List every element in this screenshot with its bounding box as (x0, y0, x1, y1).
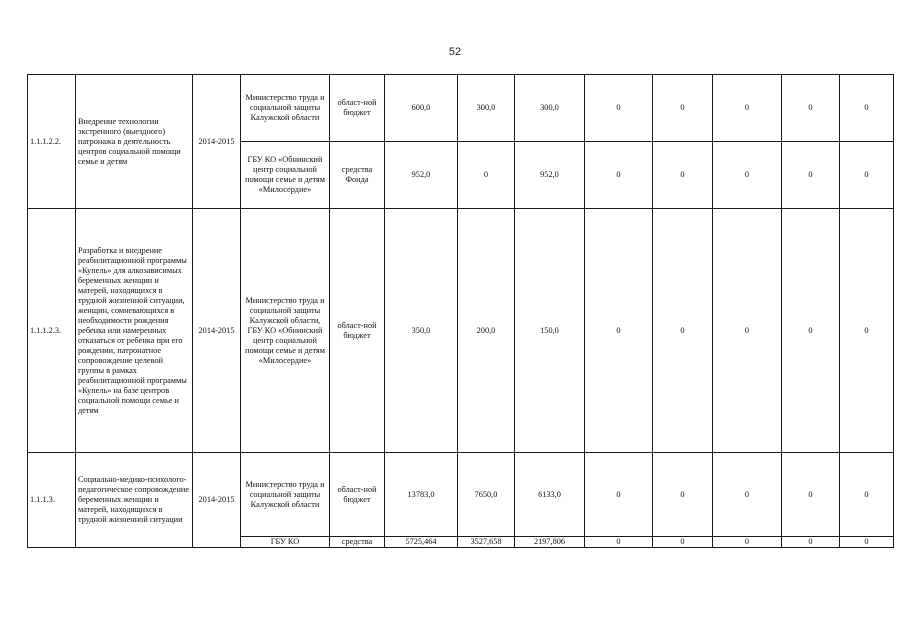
amount-cell: 13783,0 (385, 453, 458, 537)
amount-cell: 0 (585, 537, 653, 548)
amount-cell: 0 (713, 75, 782, 142)
amount-cell: 0 (653, 75, 713, 142)
amount-cell: 0 (713, 142, 782, 209)
funding-source-cell: област-ной бюджет (330, 453, 385, 537)
activity-code: 1.1.1.2.3. (28, 209, 76, 453)
activity-name: Разработка и внедрение реабилитационной программы «Купель» для алкозависимых беременных женщин и матерей, находящихся в трудной жизненной ситуации, женщин, сомневающихся в необходимости рождения ребенка или намеренных отказаться от ребенка при его рождении, патронатное сопровождение целевой группы в рамках реабилитационной программы «Купель» на базе центров социальной помощи семье и детям (76, 209, 193, 453)
funding-source-cell: област-ной бюджет (330, 75, 385, 142)
activity-period: 2014-2015 (193, 209, 241, 453)
amount-cell: 2197,806 (515, 537, 585, 548)
activity-period: 2014-2015 (193, 453, 241, 548)
executor-cell: ГБУ КО (241, 537, 330, 548)
program-activities-table (27, 74, 894, 548)
amount-cell: 0 (585, 75, 653, 142)
amount-cell: 0 (782, 75, 840, 142)
table-row (28, 453, 894, 537)
amount-cell: 0 (840, 537, 894, 548)
amount-cell: 600,0 (385, 75, 458, 142)
activity-name: Внедрение технологии экстренного (выездного) патронажа в деятельность центров социальной помощи семье и детям (76, 75, 193, 209)
amount-cell: 0 (713, 209, 782, 453)
amount-cell: 0 (840, 209, 894, 453)
amount-cell: 952,0 (515, 142, 585, 209)
table-row (28, 209, 894, 453)
activity-code: 1.1.1.3. (28, 453, 76, 548)
executor-cell: Министерство труда и социальной защиты Калужской области, ГБУ КО «Обнинский центр социальной помощи семье и детям «Милосердие» (241, 209, 330, 453)
amount-cell: 0 (782, 209, 840, 453)
amount-cell: 200,0 (458, 209, 515, 453)
amount-cell: 6133,0 (515, 453, 585, 537)
amount-cell: 300,0 (458, 75, 515, 142)
funding-source-cell: средства (330, 537, 385, 548)
activity-period: 2014-2015 (193, 75, 241, 209)
amount-cell: 0 (713, 453, 782, 537)
activity-name: Социально-медико-психолого-педагогическое сопровождение беременных женщин и матерей, находящихся в трудной жизненной ситуации (76, 453, 193, 548)
amount-cell: 0 (782, 453, 840, 537)
amount-cell: 0 (840, 142, 894, 209)
amount-cell: 0 (840, 75, 894, 142)
amount-cell: 0 (653, 537, 713, 548)
amount-cell: 5725,464 (385, 537, 458, 548)
funding-source-cell: област-ной бюджет (330, 209, 385, 453)
executor-cell: ГБУ КО «Обнинский центр социальной помощи семье и детям «Милосердие» (241, 142, 330, 209)
amount-cell: 0 (585, 453, 653, 537)
amount-cell: 7650,0 (458, 453, 515, 537)
funding-source-cell: средства Фонда (330, 142, 385, 209)
amount-cell: 0 (653, 142, 713, 209)
amount-cell: 0 (840, 453, 894, 537)
page-number: 52 (448, 46, 462, 58)
amount-cell: 0 (782, 537, 840, 548)
amount-cell: 0 (653, 453, 713, 537)
amount-cell: 0 (585, 209, 653, 453)
amount-cell: 0 (585, 142, 653, 209)
amount-cell: 0 (458, 142, 515, 209)
amount-cell: 0 (713, 537, 782, 548)
amount-cell: 3527,658 (458, 537, 515, 548)
activity-code: 1.1.1.2.2. (28, 75, 76, 209)
executor-cell: Министерство труда и социальной защиты Калужской области (241, 453, 330, 537)
amount-cell: 300,0 (515, 75, 585, 142)
table-row (28, 75, 894, 142)
amount-cell: 0 (782, 142, 840, 209)
amount-cell: 952,0 (385, 142, 458, 209)
amount-cell: 350,0 (385, 209, 458, 453)
amount-cell: 150,0 (515, 209, 585, 453)
executor-cell: Министерство труда и социальной защиты Калужской области (241, 75, 330, 142)
amount-cell: 0 (653, 209, 713, 453)
